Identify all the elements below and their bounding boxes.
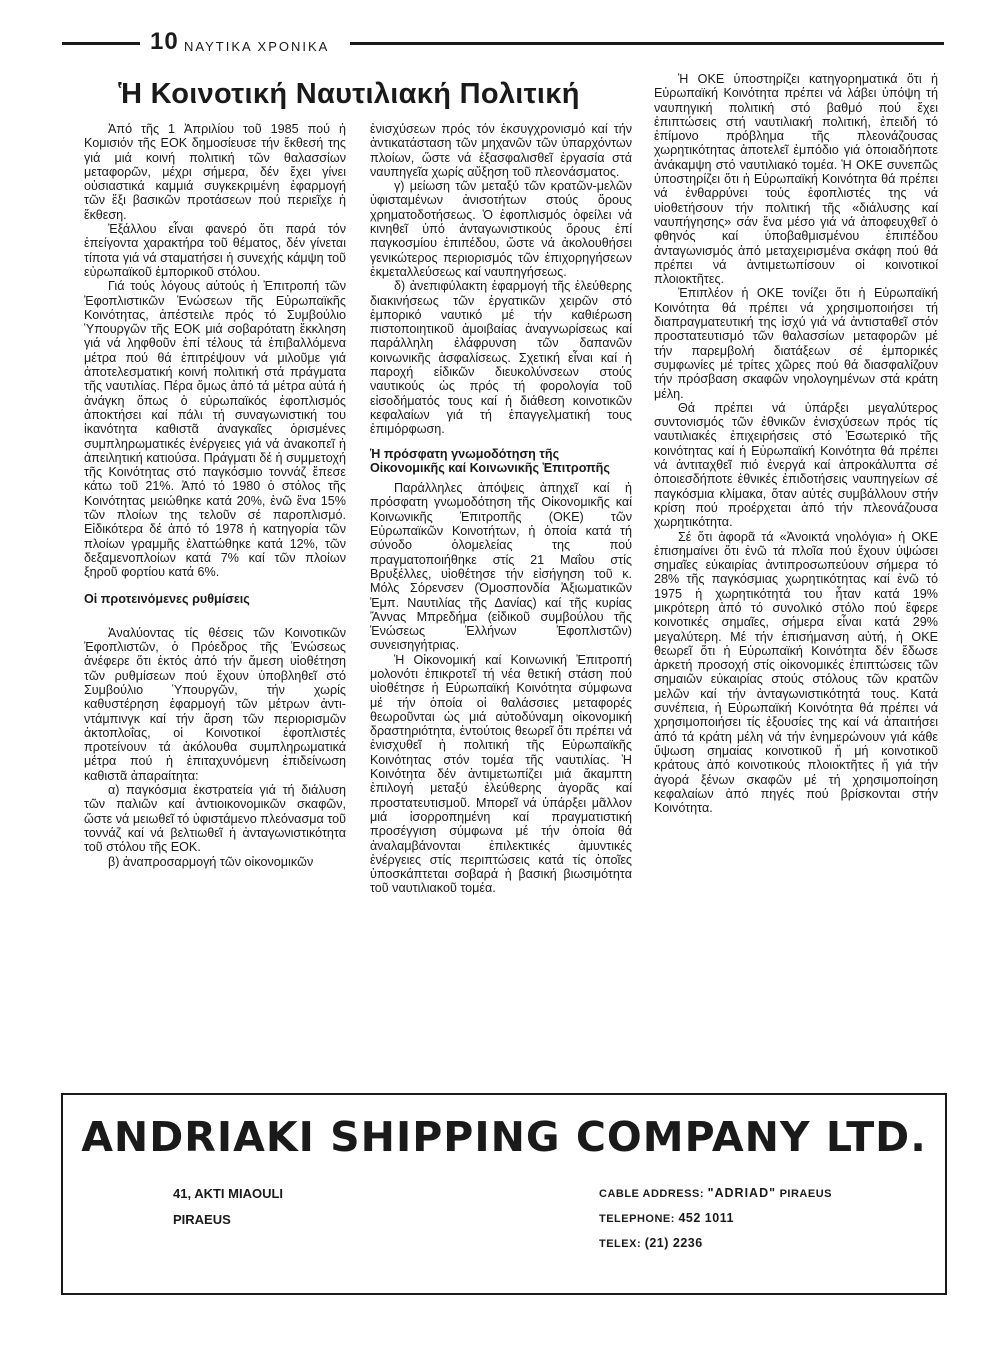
ad-telephone-row (599, 1206, 832, 1231)
paragraph: γ) μείωση τῶν μεταξύ τῶν κρατῶν-μελῶν ὑφισταμένων ἀνισοτήτων στούς ὅρους χρηματοδοτήσεως. Ὁ ἐφοπλισμός ὀφείλει νά κινηθεῖ ὑπό ἀνταγωνιστικούς ὅρους ἐπί παγκοσμίου ἐπιπέδου, ὥστε νά ἀκολουθήσει γενικώτερος περιορισμός τῶν ἐπιχορηγήσεων ἐκμεταλλεύσεως καί ναυπηγήσεως. (370, 179, 632, 279)
telephone-label: TELEPHONE: (599, 1213, 675, 1225)
paragraph: α) παγκόσμια ἐκστρατεία γιά τή διάλυση τῶν παλιῶν καί ἀντιοικονομικῶν σκαφῶν, ὥστε νά μειωθεῖ τό ὑφιστάμενο πλεόνασμα τοῦ τοννάζ καί νά βελτιωθεῖ ἡ ἀνταγωνιστικότητα τοῦ στόλου τῆς ΕΟΚ. (84, 783, 346, 855)
paragraph: Ἡ Οἰκονομική καί Κοινωνική Ἐπιτροπή μολονότι ἐπικροτεῖ τή νέα θετική στάση πού υἱοθέτησε ἡ Εὐρωπαϊκή Κοινότητα σύμφωνα μέ τήν ὁποία οἱ θαλάσσιες μεταφορές θεωροῦνται ὡς μιά αὐτοδύναμη οἰκονομική δραστηριότητα, ἐντούτοις θεωρεῖ ὅτι πρέπει νά ἐνισχυθεῖ ἡ πολιτική τῆς Εὐρωπαϊκῆς Κοινότητας στόν τομέα τῆς ναυτιλίας. Ἡ Κοινότητα δέν ἀντιμετωπίζει μιά ἄκαμπτη ἐπιλογή μεταξύ ἐλεύθερης ἀγορᾶς καί προστατευτισμοῦ. Μπορεῖ νά ὑπάρξει μᾶλλον μιά ἰσορροπημένη καί πραγματιστική προσέγγιση σύμφωνα μέ τήν ὁποία θά ἀναλαμβάνονται ἐπιλεκτικές ἀμυντικές ἐνέργειες στίς περιπτώσεις κατά τίς ὁποῖες ὑποσκάπτεται σοβαρά ἡ βασική βιωσιμότητα τοῦ ναυτιλιακοῦ τομέα. (370, 652, 632, 896)
ad-address (173, 1181, 283, 1233)
paragraph: Ἐπιπλέον ἡ ΟΚΕ τονίζει ὅτι ἡ Εὐρωπαϊκή Κοινότητα θά πρέπει νά χρησιμοποιήσει τή διαπραγματευτική της ἰσχύ γιά νά ἀντισταθεῖ στόν προστατευτισμό τῶν θαλασσίων μεταφορῶν μέ τήν παρεμβολή διατάξεων σέ ἐμπορικές συμφωνίες μέ τρίτες χῶρες πού θά διασφαλίζουν τήν πρόσβαση σκαφῶν νηολογημένων στά κράτη μέλη. (654, 286, 938, 401)
publication-name: ΝΑΥΤΙΚΑ ΧΡΟΝΙΚΑ (184, 39, 330, 54)
page-header (62, 28, 944, 58)
article-column-1 (84, 122, 346, 869)
paragraph: Γιά τούς λόγους αὐτούς ἡ Ἐπιτροπή τῶν Ἐφοπλιστικῶν Ἑνώσεων τῆς Εὐρωπαϊκῆς Κοινότητας, ἀπέστειλε πρός τό Συμβούλιο Ὑπουργῶν τῆς ΕΟΚ μιά σοβαρότατη ἔκκληση γιά νά ληφθοῦν ἐπί τέλους τά ἐπιβαλλόμενα μέτρα πού θά ἐπιτρέψουν νά μιλοῦμε γιά ἀποτελεσματική κοινή πολιτική στά πράγματα τῆς ναυτιλίας. Πέρα ὅμως ἀπό τά μέτρα αὐτά ἡ ἀνάγκη ὅπως ὁ εὐρωπαϊκός ἐφοπλισμός ἀποκτήσει καί πάλι τή συναγωνιστική του ἱκανότητα καθιστᾶ ἀναγκαῖες ὁρισμένες συμπληρωματικές ἐνέργειες γιά νά ἀνακοπεῖ ἡ ἀπειλητική κατιούσα. Πράγματι δέ ἡ συμμετοχή τῆς Κοινότητας στό παγκόσμιο τοννάζ ἔπεσε κάτω τοῦ 21%. Ἀπό τό 1980 ὁ στόλος τῆς Κοινότητας μειώθηκε κατά 20%, ἐνῶ ἕνα 15% τῶν πλοίων της τελοῦν σέ παροπλισμό. Εἰδικότερα δέ ἀπό τό 1978 ἡ κατηγορία τῶν πλοίων γραμμῆς ἐλαττώθηκε κατά 12%, τῶν δεξαμενοπλοίων κατά 7% καί τῶν πλοίων ξηροῦ φορτίου κατά 6%. (84, 279, 346, 580)
telex-label: TELEX: (599, 1238, 642, 1250)
telephone-value: 452 1011 (678, 1211, 734, 1225)
ad-address-line2: PIRAEUS (173, 1212, 231, 1227)
advertisement-box (61, 1093, 947, 1295)
page-number: 10 (150, 28, 179, 55)
paragraph: Παράλληλες ἀπόψεις ἀπηχεῖ καί ἡ πρόσφατη γνωμοδότηση τῆς Οἰκονομικῆς καί Κοινωνικῆς Ἐπιτροπῆς (ΟΚΕ) τῶν Εὐρωπαϊκῶν Κοινοτήτων, ἡ ὁποία κατά τή σύνοδο ὁλομελείας της πού πραγματοποιήθηκε στίς 21 Μαΐου στίς Βρυξέλλες, υἱοθέτησε τήν εἰσήγηση τοῦ κ. Μόλς Σόρενσεν (Ὁμοσπονδία Ἀξιωματικῶν Ἐμπ. Ναυτιλίας τῆς Δανίας) καί τῆς κυρίας Ἄννας Μπρεδήμα (εἰδικοῦ συμβούλου τῆς Ἑνώσεως Ἑλλήνων Ἐφοπλιστῶν) συνεισηγήτριας. (370, 481, 632, 653)
article-title: Ἡ Κοινοτική Ναυτιλιακή Πολιτική (118, 78, 580, 110)
cable-city: PIRAEUS (779, 1188, 832, 1200)
header-rule-right (350, 42, 944, 45)
paragraph: Ἐξάλλου εἶναι φανερό ὅτι παρά τόν ἐπείγοντα χαρακτήρα τοῦ θέματος, δέν γίνεται τίποτα γιά νά σταματήσει ἡ συνεχής κάμψη τοῦ εὐρωπαϊκοῦ ἐμπορικοῦ στόλου. (84, 222, 346, 279)
paragraph: δ) ἀνεπιφύλακτη ἐφαρμογή τῆς ἐλεύθερης διακινήσεως τῶν ἐργατικῶν χειρῶν στό ἐμπορικό ναυτικό μέ τήν καθιέρωση πιστοποιητικοῦ ἀμοιβαίας ἀναγνωρίσεως καί παράλληλη ἐλάφρυνση τῶν δαπανῶν κοινωνικῆς ἀσφαλίσεως. Σχετική εἶναι καί ἡ παροχή εἰδικῶν διευκολύνσεων στούς ναυτικούς ὡς πρός τή φορολογία τοῦ εἰσοδήματός τους καί ἡ διάθεση κοινοτικῶν κεφαλαίων γιά τή ἐπαγγελματική τους ἐπιμόρφωση. (370, 279, 632, 437)
article-column-2 (370, 122, 632, 896)
article-column-3 (654, 72, 938, 815)
cable-value: "ADRIAD" (707, 1186, 777, 1200)
paragraph: Ἀναλύοντας τίς θέσεις τῶν Κοινοτικῶν Ἐφοπλιστῶν, ὁ Πρόεδρος τῆς Ἑνώσεως ἀνέφερε ὅτι ἐκτός ἀπό τήν ἄμεση υἱοθέτηση τῶν ρυθμίσεων πού ἔχουν ὑποβληθεῖ στό Συμβούλιο Ὑπουργῶν, τήν χωρίς καθυστέρηση ἐφαρμογή τῶν μέτρων ἀντι-ντάμπινγκ καί τήν ἄρση τῶν περιορισμῶν ἀκτοπλοΐας, οἱ Κοινοτικοί ἐφοπλιστές προτείνουν τά ἀκόλουθα συμπληρωματικά μέτρα πού ἡ ἐπιταχυνόμενη ἐπιδείνωση καθιστᾶ ἀπαραίτητα: (84, 625, 346, 783)
ad-telex-row (599, 1231, 832, 1256)
telex-value: (21) 2236 (644, 1236, 703, 1250)
cable-label: CABLE ADDRESS: (599, 1188, 704, 1200)
ad-address-line1: 41, AKTI MIAOULI (173, 1186, 284, 1201)
section-heading: Ἡ πρόσφατη γνωμοδότηση τῆς Οἰκονομικῆς καί Κοινωνικῆς Ἐπιτροπῆς (370, 446, 610, 475)
paragraph: β) ἀναπροσαρμογή τῶν οἰκονομικῶν (108, 854, 314, 869)
paragraph: Ἀπό τῆς 1 Ἀπριλίου τοῦ 1985 πού ἡ Κομισιόν τῆς ΕΟΚ δημοσίευσε τήν ἔκθεσή της γιά μιά κοινή πολιτική τῶν θαλασσίων μεταφορῶν, μέχρι σήμερα, δέν ἔχει γίνει οὐσιαστικά καμμιά συγκεκριμένη ἐφαρμογή τῶν ἕξι βασικῶν προτάσεων πού περιεῖχε ἡ ἔκθεση. (84, 122, 346, 222)
paragraph: Σέ ὅτι ἀφορᾶ τά «Ἀνοικτά νηολόγια» ἡ ΟΚΕ ἐπισημαίνει ὅτι ἐνῶ τά πλοῖα πού ἔχουν ὑψώσει σημαῖες εὐκαιρίας ἀντιπροσωπεύουν σήμερα τό 28% τῆς παγκόσμιας χωρητικότητας καί ἐνῶ τό 1975 ἡ χωρητικότητά του ἦταν κατά 19% μικρότερη ἀπό τό συνολικό στόλο πού ἔφερε κοινοτικές σημαῖες, σήμερα εἶναι κατά 29% μεγαλύτερη. Μέ τήν ἐπισήμανση αὐτή, ἡ ΟΚΕ θεωρεῖ ὅτι ἡ Εὐρωπαϊκή Κοινότητα δέν ἔδωσε ἀρκετή προσοχή στίς οἰκονομικές ἐπιπτώσεις τῶν σημαιῶν εὐκαιρίας στούς στόλους τῶν κρατῶν μελῶν καί τήν ἀνταγωνιστικότητά τους. Κατά συνέπεια, ἡ Εὐρωπαϊκή Κοινότητα θά πρέπει νά χρησιμοποιήσει τίς ἐξουσίες της καί νά ἀπαιτήσει ἀπό τά κράτη μέλη νά τήν ἐνημερώνουν γιά κάθε ὕψωση σημαίας κοινοτικοῦ ἤ μή κοινοτικοῦ κράτους ἀπό κοινοτικούς πλοιοκτῆτες ἤ γιά τήν ἀγορά ξένων σκαφῶν μέ τή χρησιμοποίηση κεφαλαίων ἀπό πηγές πού βρίσκονται στήν Κοινότητα. (654, 529, 938, 816)
ad-cable-row (599, 1181, 832, 1206)
ad-company-name: ANDRIAKI SHIPPING COMPANY LTD. (81, 1113, 927, 1161)
ad-contacts (599, 1181, 832, 1256)
header-rule-left (62, 42, 140, 45)
paragraph: Ἡ ΟΚΕ ὑποστηρίζει κατηγορηματικά ὅτι ἡ Εὐρωπαϊκή Κοινότητα πρέπει νά λάβει ὑπόψη τή ναυπηγική πολιτική στό βαθμό πού ἔχει ἐπιπτώσεις στή ναυτιλιακή πολιτική, ἐπειδή τό ἐπίμονο πρόβλημα τῆς πλεονάζουσας χωρητικότητας ἀποτελεῖ ἐμπόδιο γιά ὁποιαδήποτε ἀνάκαμψη στό ναυτιλιακό τομέα. Ἡ ΟΚΕ συνεπῶς ὑποστηρίζει ὅτι ἡ Εὐρωπαϊκή Κοινότητα θά πρέπει νά ἐνθαρρύνει τούς ἐφοπλιστές της νά υἱοθετήσουν τήν πολιτική τῆς «διάλυσης καί ναυπήγησης» σάν ἕνα μέσο γιά νά ἀποφευχθεῖ ὁ φθηνός καί ὑποβαθμισμένου ἐπιπέδου ἀνταγωνισμός ἀπό μεταχειρισμένα σκάφη πού θά πρέπει νά ἀντιμετωπίσουν οἱ κοινοτικοί πλοιοκτῆτες. (654, 72, 938, 287)
paragraph: ἐνισχύσεων πρός τόν ἐκσυγχρονισμό καί τήν ἀντικατάσταση τῶν μηχανῶν τῶν ὑπαρχόντων πλοίων, ὥστε νά ἐξασφαλισθεῖ ἐργασία στά ναυπηγεῖα χωρίς αὔξηση τοῦ πλεονάσματος. (370, 122, 632, 179)
paragraph: Θά πρέπει νά ὑπάρξει μεγαλύτερος συντονισμός τῶν ἐθνικῶν ἐνισχύσεων πρός τίς ναυτιλιακές ἐπιχειρήσεις στό Ἐσωτερικό τῆς κοινότητας καί ἡ Εὐρωπαϊκή Κοινότητα θά πρέπει νά ἀντιταχθεῖ πιό ἐνεργά καί ἀπροκάλυπτα σέ ὁποιεσδήποτε ἐθνικές ἐπιδοτήσεις ναυπηγείων σέ παγκόσμια κλίμακα, ὅταν αὐτές συμβάλλουν στήν κρίση πού προέρχεται ἀπό τήν πλεονάζουσα χωρητικότητα. (654, 400, 938, 530)
section-heading: Οἱ προτεινόμενες ρυθμίσεις (84, 591, 250, 606)
